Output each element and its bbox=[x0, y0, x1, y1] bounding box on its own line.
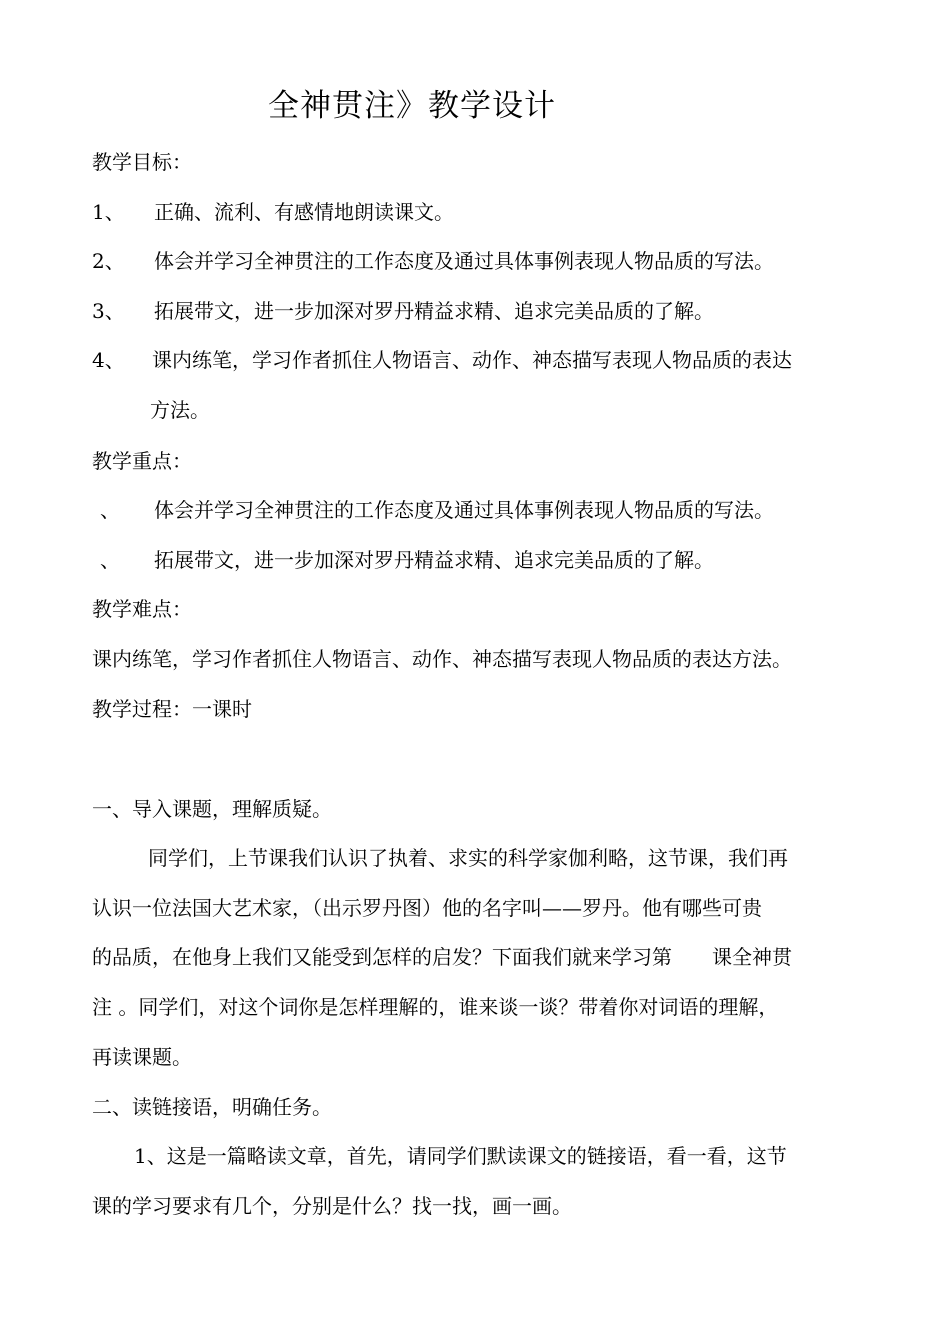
section1-paragraph-line-5: 再读课题。 bbox=[92, 1045, 192, 1069]
objective-number-1: 1、 bbox=[92, 200, 125, 224]
objective-number-3: 3、 bbox=[92, 299, 125, 323]
key-point-text-2: 拓展带文，进一步加深对罗丹精益求精、追求完美品质的了解。 bbox=[154, 548, 714, 572]
objective-text-1: 正确、流利、有感情地朗读课文。 bbox=[154, 200, 454, 224]
key-points-heading: 教学重点： bbox=[92, 449, 192, 473]
section1-paragraph-line-2: 认识一位法国大艺术家，（出示罗丹图）他的名字叫——罗丹。他有哪些可贵 bbox=[92, 896, 762, 920]
objective-number-2: 2、 bbox=[92, 249, 125, 273]
section1-paragraph-line-1: 同学们，上节课我们认识了执着、求实的科学家伽利略，这节课，我们再 bbox=[148, 846, 788, 870]
objective-text-2: 体会并学习全神贯注的工作态度及通过具体事例表现人物品质的写法。 bbox=[154, 249, 774, 273]
objective-text-3: 拓展带文，进一步加深对罗丹精益求精、追求完美品质的了解。 bbox=[154, 299, 714, 323]
key-point-text-1: 体会并学习全神贯注的工作态度及通过具体事例表现人物品质的写法。 bbox=[154, 498, 774, 522]
process-heading: 教学过程：一课时 bbox=[92, 697, 252, 721]
key-point-number-1: 、 bbox=[100, 498, 120, 522]
difficulties-text: 课内练笔，学习作者抓住人物语言、动作、神态描写表现人物品质的表达方法。 bbox=[92, 647, 792, 671]
section1-heading: 一、导入课题，理解质疑。 bbox=[92, 797, 332, 821]
document-title: 全神贯注》教学设计 bbox=[268, 88, 556, 124]
difficulties-heading: 教学难点： bbox=[92, 597, 192, 621]
objective-number-4: 4、 bbox=[92, 348, 125, 372]
objective-text-4: 课内练笔，学习作者抓住人物语言、动作、神态描写表现人物品质的表达 bbox=[152, 348, 792, 372]
section1-paragraph-line-4: 注 。同学们，对这个词你是怎样理解的，谁来谈一谈？带着你对词语的理解， bbox=[92, 995, 779, 1019]
objectives-heading: 教学目标： bbox=[92, 150, 192, 174]
section2-paragraph-line-2: 课的学习要求有几个，分别是什么？找一找，画一画。 bbox=[92, 1194, 572, 1218]
section1-paragraph-line-3: 的品质，在他身上我们又能受到怎样的启发？下面我们就来学习第 课全神贯 bbox=[92, 945, 792, 969]
key-point-number-2: 、 bbox=[100, 548, 120, 572]
section2-heading: 二、读链接语，明确任务。 bbox=[92, 1095, 332, 1119]
objective-text-4-continued: 方法。 bbox=[150, 398, 210, 422]
section2-paragraph-line-1: 1、这是一篇略读文章，首先，请同学们默读课文的链接语，看一看，这节 bbox=[134, 1144, 787, 1168]
